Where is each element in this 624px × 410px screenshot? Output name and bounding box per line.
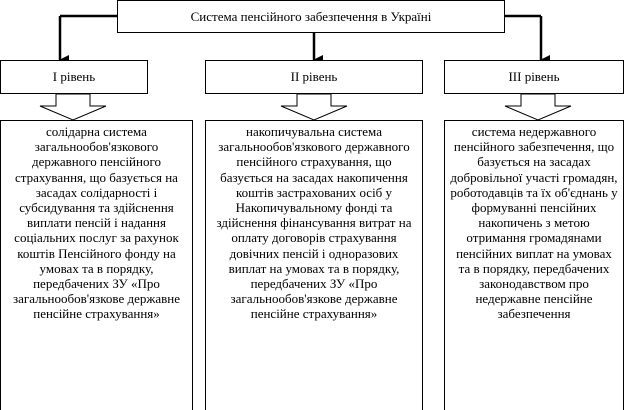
- level-3-label: ІІІ рівень: [508, 69, 560, 84]
- level-1-label: І рівень: [52, 69, 96, 84]
- level-2-description: накопичувальна система загальнообов'язкового державного пенсійного страхування, що базується на засадах накопичення коштів застрахованих осіб у Накопичувальному фонді та здійснення фінансування витрат на оплату договорів страхування довічних пенсій і одноразових виплат на умовах та в порядку, передбачених ЗУ «Про загальнообов'язкове державне пенсійне страхування»: [216, 124, 412, 322]
- level-2-description-box: [205, 120, 423, 410]
- level-2-label: ІІ рівень: [290, 69, 338, 84]
- level-3-description: система недержавного пенсійного забезпечення, що базується на засадах добровільної участі громадян, роботодавців та їх об'єднань у формуванні пенсійних накопичень з метою отримання громадянами пенсійних виплат на умовах та в порядку, передбачених законодавством про недержавне пенсійне забезпечення: [450, 124, 618, 322]
- level-1-description-box: [0, 120, 193, 410]
- level-1-box: [0, 60, 148, 94]
- level-1-description: солідарна система загальнообов'язкового державного пенсійного страхування, що базується на засадах солідарності і субсидування та здійснення виплати пенсій і надання соціальних послуг за рахунок коштів Пенсійного фонду на умовах та в порядку, передбачених ЗУ «Про загальнообов'язкове державне пенсійне страхування»: [13, 124, 180, 322]
- block-arrow-1: [40, 94, 106, 120]
- level-3-box: [444, 60, 624, 94]
- block-arrow-2: [281, 94, 347, 120]
- title-box: [117, 0, 505, 33]
- level-3-description-box: [444, 120, 624, 410]
- title-text: Система пенсійного забезпечення в Україні: [190, 8, 432, 24]
- block-arrow-3: [505, 94, 571, 120]
- level-2-box: [205, 60, 423, 94]
